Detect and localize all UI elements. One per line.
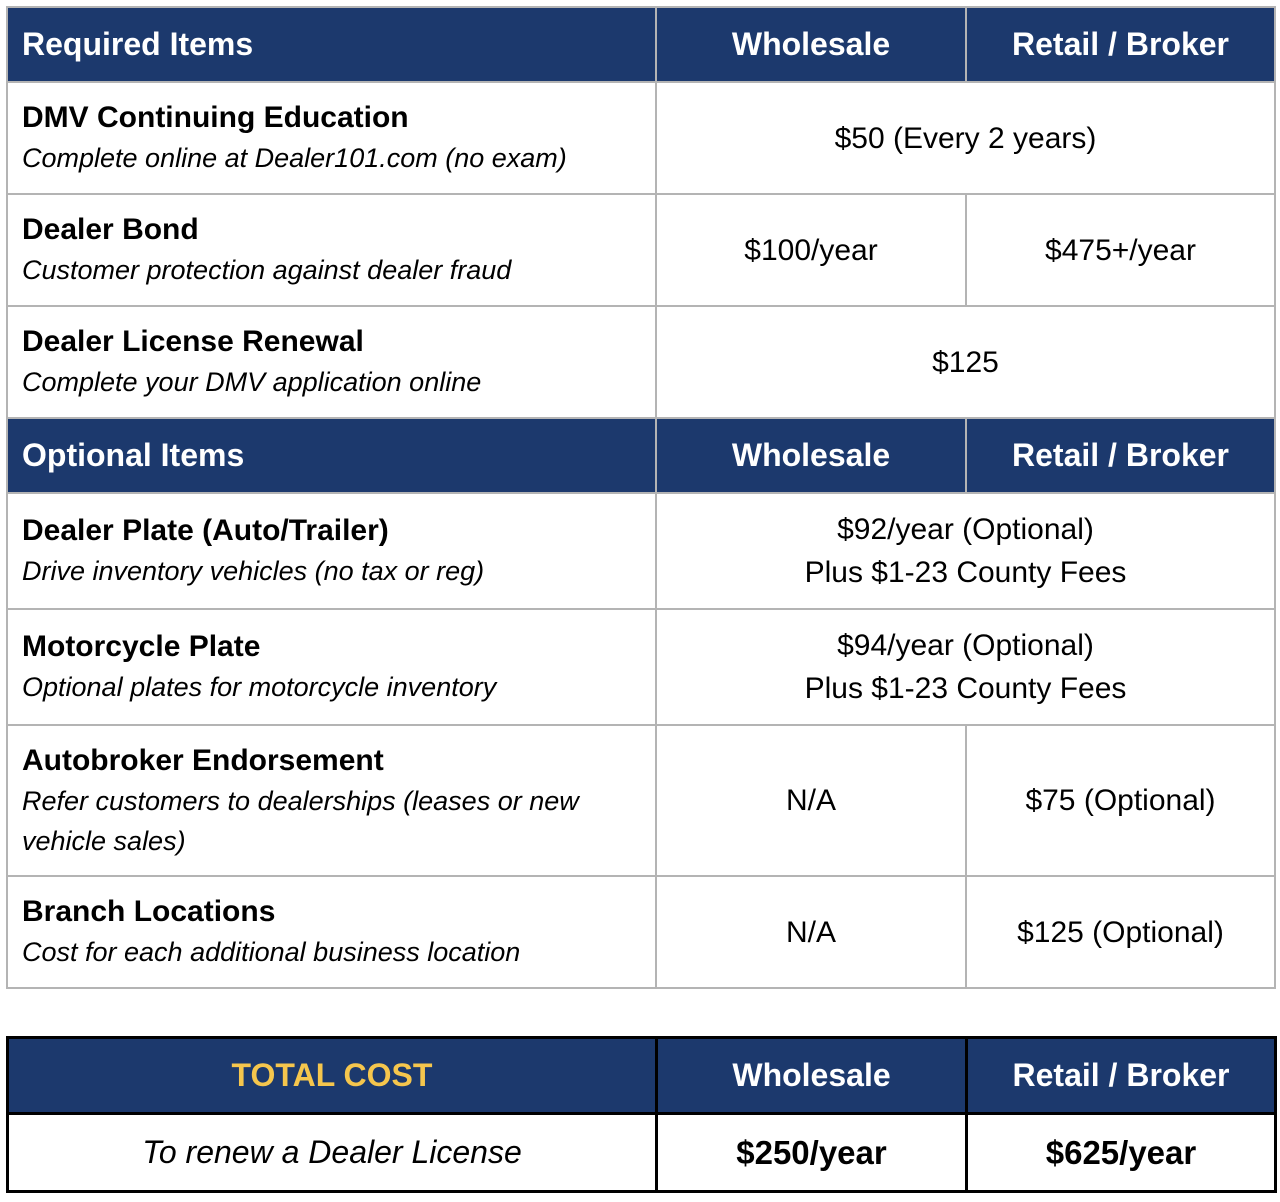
total-row bbox=[8, 1114, 1276, 1192]
price-line: $92/year (Optional) bbox=[837, 513, 1094, 546]
table-row bbox=[7, 493, 1275, 609]
shared-price bbox=[656, 609, 1275, 725]
wholesale-price: $100/year bbox=[656, 194, 966, 306]
shared-price: $125 bbox=[656, 306, 1275, 418]
retail-broker-column-heading: Retail / Broker bbox=[966, 7, 1275, 82]
total-cost-heading: TOTAL COST bbox=[8, 1038, 657, 1114]
wholesale-price: N/A bbox=[656, 725, 966, 876]
item-description: Complete your DMV application online bbox=[22, 367, 482, 397]
table-row bbox=[7, 306, 1275, 418]
table-row bbox=[7, 194, 1275, 306]
item-cell bbox=[7, 876, 656, 988]
table-row bbox=[7, 725, 1275, 876]
retail-total: $625/year bbox=[967, 1114, 1276, 1192]
item-description: Refer customers to dealerships (leases or new vehicle sales) bbox=[22, 785, 579, 856]
item-title: Dealer Bond bbox=[22, 213, 199, 246]
item-title: Branch Locations bbox=[22, 895, 276, 928]
retail-price: $75 (Optional) bbox=[966, 725, 1275, 876]
total-description: To renew a Dealer License bbox=[8, 1114, 657, 1192]
table-row bbox=[7, 876, 1275, 988]
wholesale-price: N/A bbox=[656, 876, 966, 988]
item-title: Autobroker Endorsement bbox=[22, 743, 384, 777]
item-title: Motorcycle Plate bbox=[22, 630, 261, 663]
item-description: Drive inventory vehicles (no tax or reg) bbox=[22, 556, 485, 586]
item-title: DMV Continuing Education bbox=[22, 101, 409, 134]
total-cost-table bbox=[6, 1036, 1277, 1193]
item-cell bbox=[7, 82, 656, 194]
total-header-row bbox=[8, 1038, 1276, 1114]
optional-header-row bbox=[7, 418, 1275, 493]
item-title: Dealer Plate (Auto/Trailer) bbox=[22, 514, 389, 547]
item-description: Optional plates for motorcycle inventory bbox=[22, 672, 497, 702]
county-fees-line: Plus $1-23 County Fees bbox=[804, 672, 1127, 705]
item-description: Complete online at Dealer101.com (no exam) bbox=[22, 143, 567, 173]
shared-price: $50 (Every 2 years) bbox=[656, 82, 1275, 194]
table-row bbox=[7, 82, 1275, 194]
item-cell bbox=[7, 609, 656, 725]
item-description: Customer protection against dealer fraud bbox=[22, 255, 512, 285]
wholesale-column-heading: Wholesale bbox=[656, 7, 966, 82]
optional-items-heading: Optional Items bbox=[7, 418, 656, 493]
price-line: $94/year (Optional) bbox=[837, 629, 1094, 662]
table-row bbox=[7, 609, 1275, 725]
item-cell bbox=[7, 725, 656, 876]
county-fees-line: Plus $1-23 County Fees bbox=[804, 556, 1127, 589]
retail-price: $125 (Optional) bbox=[966, 876, 1275, 988]
wholesale-column-heading: Wholesale bbox=[657, 1038, 967, 1114]
required-items-heading: Required Items bbox=[7, 7, 656, 82]
wholesale-total: $250/year bbox=[657, 1114, 967, 1192]
item-cell bbox=[7, 306, 656, 418]
required-header-row bbox=[7, 7, 1275, 82]
item-title: Dealer License Renewal bbox=[22, 325, 364, 358]
retail-broker-column-heading: Retail / Broker bbox=[967, 1038, 1276, 1114]
item-cell bbox=[7, 194, 656, 306]
fees-table bbox=[6, 6, 1276, 989]
retail-broker-column-heading: Retail / Broker bbox=[966, 418, 1275, 493]
shared-price bbox=[656, 493, 1275, 609]
retail-price: $475+/year bbox=[966, 194, 1275, 306]
item-cell bbox=[7, 493, 656, 609]
item-description: Cost for each additional business location bbox=[22, 937, 521, 967]
wholesale-column-heading: Wholesale bbox=[656, 418, 966, 493]
